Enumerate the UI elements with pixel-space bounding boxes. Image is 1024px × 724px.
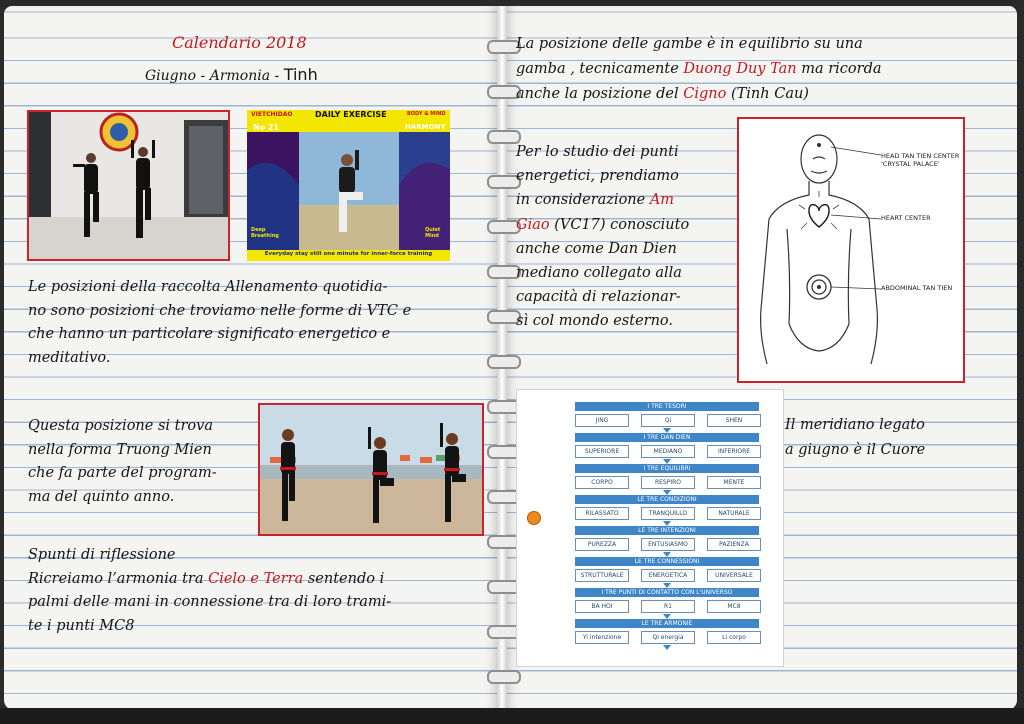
highlight-am: Am (649, 192, 675, 209)
beach-photo (258, 403, 484, 536)
reflection-title: Spunti di riflessione (28, 547, 176, 563)
studio-photo (27, 110, 230, 261)
paragraph-text: (Tinh Cau) (726, 86, 809, 102)
paragraph-positions (28, 276, 411, 370)
diagram-cell: RILASSATO (575, 507, 629, 520)
diagram-cell: UNIVERSALE (707, 569, 761, 582)
diagram-row-title: I TRE TESORI (575, 402, 759, 411)
paragraph-form (28, 415, 217, 509)
paragraph-line: energetici, prendiamo (516, 168, 679, 185)
highlight-giao: Giao (516, 216, 550, 233)
label-crystal-palace: 'CRYSTAL PALACE' (881, 160, 940, 168)
poster-label-right: Quiet Mind (425, 227, 441, 239)
paragraph-reflection (28, 544, 391, 638)
paragraph-text: sentendo i (303, 570, 385, 587)
diagram-cell: INFERIORE (707, 445, 761, 458)
paragraph-line: nella forma Truong Mien (28, 441, 212, 458)
daily-exercise-poster (247, 110, 450, 261)
diagram-row-title: LE TRE CONNESSIONI (575, 557, 759, 566)
paragraph-line: Questa posizione si trova (28, 418, 213, 434)
diagram-row-title: I TRE PUNTI DI CONTATTO CON L'UNIVERSO (575, 588, 759, 597)
diagram-cell: ENERGETICA (641, 569, 695, 582)
meridian-text (785, 413, 925, 463)
paragraph-text: anche la posizione del (516, 86, 684, 102)
spiral-ring (487, 355, 521, 369)
paragraph-line: capacità di relazionar- (516, 289, 681, 306)
paragraph-line: te i punti MC8 (28, 617, 135, 634)
poster-tag: BODY & MIND (407, 111, 446, 117)
diagram-row-title: LE TRE CONDIZIONI (575, 495, 759, 504)
paragraph-line (516, 213, 689, 237)
paragraph-line: meditativo. (28, 349, 111, 366)
diagram-cell: Yi intenzione (575, 631, 629, 644)
paragraph-line: no sono posizioni che troviamo nelle forme di VTC e (28, 302, 412, 319)
paragraph-line: che fa parte del program- (28, 465, 217, 481)
paragraph-line: sì col mondo esterno. (516, 313, 674, 330)
paragraph-text: (VC17) conosciuto (549, 216, 690, 233)
paragraph-line: palmi delle mani in connessione tra di loro trami- (28, 594, 392, 610)
diagram-cell: STRUTTURALE (575, 569, 629, 582)
diagram-row-title: I TRE EQUILIBRI (575, 464, 759, 473)
diagram-cell: PAZIENZA (707, 538, 761, 551)
label-heart-center: HEART CENTER (881, 214, 931, 222)
paragraph-line: Per lo studio dei punti (516, 144, 679, 160)
paragraph-line: mediano collegato alla (516, 265, 682, 282)
diagram-cell: Qi energia (641, 631, 695, 644)
diagram-cell: RESPIRO (641, 476, 695, 489)
paragraph-text: gamba , tecnicamente (516, 61, 684, 77)
diagram-cell: Qi (641, 414, 695, 427)
paragraph-text: ma ricorda (796, 61, 882, 77)
poster-label-left: Deep Breathing (251, 227, 279, 239)
diagram-cell: PUREZZA (575, 538, 629, 551)
diagram-cell: CORPO (575, 476, 629, 489)
highlight-cigno: Cigno (683, 86, 727, 102)
three-treasures-diagram (516, 389, 784, 667)
poster-title: DAILY EXERCISE (315, 110, 387, 119)
diagram-cell: SUPERIORE (575, 445, 629, 458)
calendar-title: Calendario 2018 (172, 33, 307, 52)
spiral-ring (487, 670, 521, 684)
paragraph-line: a giugno è il Cuore (785, 442, 926, 458)
diagram-row-title: LE TRE ARMONIE (575, 619, 759, 628)
paragraph-line: ma del quinto anno. (28, 488, 175, 505)
paragraph-line: che hanno un particolare significato energetico e (28, 326, 391, 342)
paragraph-line (516, 188, 689, 212)
energy-points-text (516, 140, 689, 334)
energy-centers-illustration (737, 117, 965, 383)
diagram-cell: JING (575, 414, 629, 427)
paragraph-line (516, 57, 882, 82)
diagram-cell: ENTUSIASMO (641, 538, 695, 551)
bottom-shadow (0, 708, 1024, 724)
paragraph-line: Le posizioni della raccolta Allenamento quotidia- (28, 279, 388, 295)
diagram-cell: NATURALE (707, 507, 761, 520)
diagram-cell: MEDIANO (641, 445, 695, 458)
diagram-arrow-icon (663, 645, 671, 650)
leg-position-text (516, 32, 882, 107)
poster-number: No 21 (253, 123, 280, 132)
paragraph-text: in considerazione (516, 192, 650, 209)
poster-footer: Everyday stay still one minute for inner-force training (264, 251, 433, 257)
paragraph-line (516, 82, 882, 107)
label-abdominal: ABDOMINAL TAN TIEN (881, 284, 953, 292)
paragraph-line: Il meridiano legato (785, 417, 925, 433)
diagram-cell: TRANQUILLO (641, 507, 695, 520)
month-subtitle-text: Giugno - Armonia - (145, 68, 284, 84)
seal-icon (527, 511, 541, 525)
diagram-row-title: I TRE DAN DIEN (575, 433, 759, 442)
highlight-duong-duy-tan: Duong Duy Tan (683, 61, 797, 77)
diagram-cell: Li corpo (707, 631, 761, 644)
diagram-cell: MC8 (707, 600, 761, 613)
month-subtitle-word: Tinh (283, 65, 318, 84)
highlight-cielo-terra: Cielo e Terra (208, 570, 304, 587)
diagram-cell: BA HOI (575, 600, 629, 613)
diagram-row-title: LE TRE INTENZIONI (575, 526, 759, 535)
paragraph-text: Ricreiamo l’armonia tra (28, 570, 209, 587)
diagram-cell: MENTE (707, 476, 761, 489)
paragraph-line (28, 568, 391, 592)
poster-brand: VIETCHIDAO (251, 111, 293, 118)
label-head-center: HEAD TAN TIEN CENTER (881, 152, 960, 160)
poster-theme: HARMONY (405, 123, 446, 131)
paragraph-line: La posizione delle gambe è in equilibrio su una (516, 36, 863, 52)
diagram-cell: SHEN (707, 414, 761, 427)
paragraph-line: anche come Dan Dien (516, 240, 677, 257)
month-subtitle (145, 63, 318, 89)
diagram-cell: R1 (641, 600, 695, 613)
